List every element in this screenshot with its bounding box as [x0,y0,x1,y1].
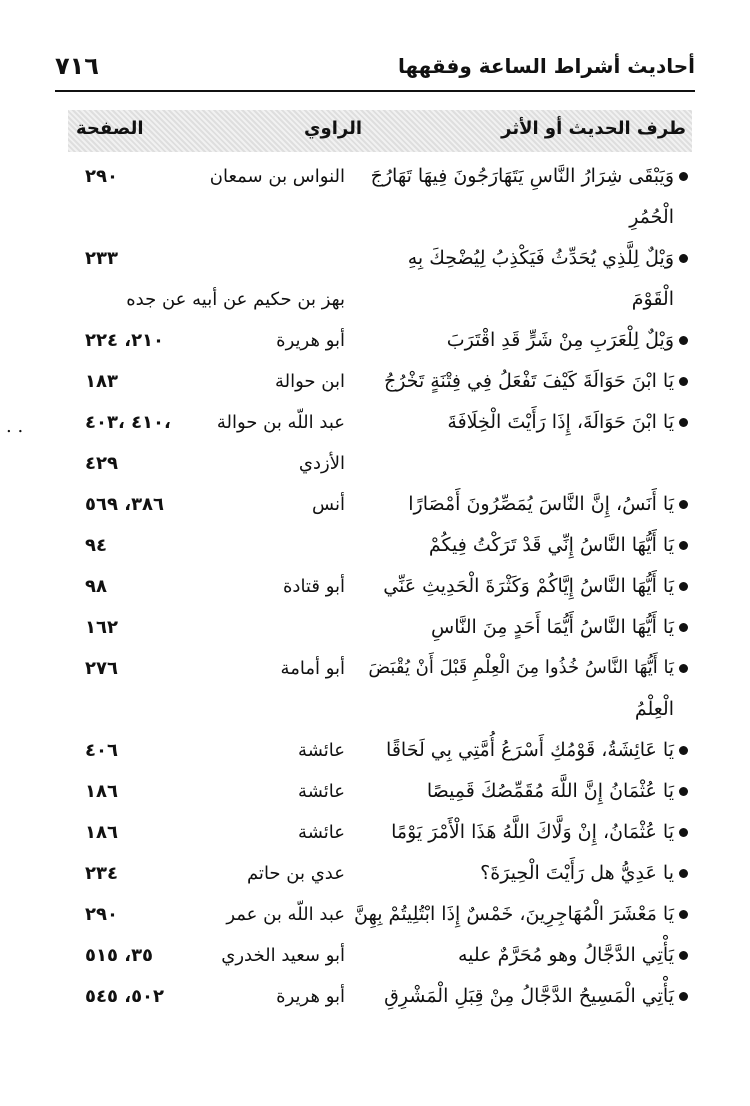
running-title: أحاديث أشراط الساعة وفقهها [397,54,695,78]
entry-line [0,693,750,734]
entry-line [0,529,750,570]
page-reference: ٢٩٠ [85,904,118,925]
narrator-name: الأزدي [298,453,345,474]
entry-line [0,570,750,611]
narrator-name: بهز بن حكيم عن أبيه عن جده [126,289,345,310]
narrator-name: عبد اللّه بن حوالة [216,412,345,433]
bullet-icon [679,951,688,960]
entry-line [0,365,750,406]
hadith-text: يَا أَيُّهَا النَّاسُ إِنِّي قَدْ تَرَكْتُ فِيكُمْ [428,534,674,556]
hadith-text: يَا أَيُّهَا النَّاسُ إِيَّاكُمْ وَكَثْرَةَ الْحَدِيثِ عَنِّي [383,575,674,597]
entry-line [0,324,750,365]
hadith-text: الْقَوْمَ [631,288,674,310]
entry-line [0,611,750,652]
entry-line [0,816,750,857]
bullet-icon [679,746,688,755]
entry-line [0,242,750,283]
index-entry [0,857,750,898]
page-reference: ٥٤٥ ،٥٠٢ [85,986,165,1007]
page-reference: ٢٧٦ [85,658,118,679]
hadith-text: يَا أَنَسُ، إِنَّ النَّاسَ يُمَصِّرُونَ أَمْصَارًا [408,493,674,515]
page-reference: ٤٢٩ [85,453,118,474]
index-entry [0,488,750,529]
page-reference: ١٨٦ [85,781,118,802]
hadith-text: يَا أَيُّهَا النَّاسُ خُذُوا مِنَ الْعِلْمِ قَبْلَ أَنْ يُقْبَضَ [368,657,674,678]
narrator-name: عائشة [298,740,345,761]
narrator-name: النواس بن سمعان [209,166,345,187]
bullet-icon [679,992,688,1001]
index-entry [0,775,750,816]
entry-line [0,775,750,816]
index-entry [0,980,750,1021]
narrator-name: عبد اللّه بن عمر [226,904,345,925]
page-reference: ٢٣٣ [85,248,118,269]
index-entry [0,939,750,980]
narrator-name: عائشة [298,781,345,802]
narrator-name: أبو هريرة [276,986,345,1007]
page-reference: ٤٠٦ [85,740,118,761]
entry-line [0,160,750,201]
hadith-text: يَا عَائِشَةُ، قَوْمُكِ أَسْرَعُ أُمَّتِي بِي لَحَاقًا [386,739,674,761]
hadith-text: يَا عُثْمَانُ، إِنْ وَلَّاكَ اللَّهُ هَذَا الْأَمْرَ يَوْمًا [391,821,674,843]
narrator-name: أبو هريرة [276,330,345,351]
hadith-text: يَا ابْنَ حَوَالَةَ، إِذَا رَأَيْتَ الْخِلَافَةَ [447,411,674,433]
bullet-icon [679,787,688,796]
page-reference: ٩٨ [85,576,107,597]
hadith-text: يَا أَيُّهَا النَّاسُ أَيُّمَا أَحَدٍ مِنَ النَّاسِ [431,616,674,638]
bullet-icon [679,541,688,550]
bullet-icon [679,377,688,386]
index-entry [0,652,750,734]
page-reference: ٤٠٣، ٤١٠، [85,412,171,433]
index-entry [0,529,750,570]
margin-mark: . . [6,416,24,437]
column-header-text: طرف الحديث أو الأثر [501,118,686,139]
bullet-icon [679,664,688,673]
hadith-text: وَيَبْقَى شِرَارُ النَّاسِ يَتَهَارَجُونَ فِيهَا تَهَارُجَ [370,165,674,187]
bullet-icon [679,418,688,427]
page-reference: ٥٦٩ ،٣٨٦ [85,494,165,515]
index-entry [0,324,750,365]
hadith-text: يا عَدِيُّ هل رَأَيْتَ الْحِيرَةَ؟ [480,862,674,884]
page-reference: ٢٩٠ [85,166,118,187]
header-rule [55,90,695,92]
index-entry [0,406,750,488]
entry-line [0,488,750,529]
hadith-text: الْعِلْمُ [634,698,674,720]
bullet-icon [679,910,688,919]
page-reference: ١٨٦ [85,822,118,843]
hadith-text: الْحُمُرِ [629,206,674,228]
entry-line [0,447,750,488]
narrator-name: أبو قتادة [283,576,345,597]
entry-line [0,652,750,693]
bullet-icon [679,254,688,263]
column-header-page: الصفحة [76,118,144,139]
hadith-text: يَأْتِي الْمَسِيحُ الدَّجَّالُ مِنْ قِبَلِ الْمَشْرِقِ [384,985,674,1007]
narrator-name: عائشة [298,822,345,843]
narrator-name: أبو سعيد الخدري [221,945,345,966]
bullet-icon [679,582,688,591]
bullet-icon [679,869,688,878]
entry-line [0,283,750,324]
index-entry [0,365,750,406]
hadith-text: يَا عُثْمَانُ إِنَّ اللَّهَ مُقَمِّصُكَ قَمِيصًا [426,780,674,802]
narrator-name: أبو أمامة [280,658,345,679]
entry-line [0,857,750,898]
entry-line [0,898,750,939]
page-reference: ٢٢٤ ،٢١٠ [85,330,165,351]
bullet-icon [679,623,688,632]
index-entry [0,734,750,775]
bullet-icon [679,500,688,509]
bullet-icon [679,336,688,345]
hadith-text: يَأْتِي الدَّجَّالُ وهو مُحَرَّمٌ عليه [458,944,674,966]
entry-line [0,939,750,980]
narrator-name: أنس [312,494,345,515]
hadith-text: يَا مَعْشَرَ الْمُهَاجِرِينَ، خَمْسٌ إِذَا ابْتُلِيتُمْ بِهِنَّ [354,903,674,925]
page-reference: ٩٤ [85,535,107,556]
column-header-bar [68,110,692,152]
index-entry [0,898,750,939]
bullet-icon [679,172,688,181]
index-entry [0,160,750,242]
index-entry [0,242,750,324]
hadith-text: يَا ابْنَ حَوَالَةَ كَيْفَ تَفْعَلُ فِي فِتْنَةٍ تَخْرُجُ [383,370,674,392]
page-number: ٧١٦ [55,52,99,80]
running-head [55,52,695,86]
narrator-name: ابن حوالة [275,371,345,392]
page-reference: ١٦٢ [85,617,118,638]
index-entry [0,611,750,652]
entry-line [0,980,750,1021]
index-entry [0,816,750,857]
index-entries [0,160,750,1021]
page-reference: ٥١٥ ،٣٥ [85,945,154,966]
page-reference: ٢٣٤ [85,863,118,884]
index-entry [0,570,750,611]
entry-line [0,406,750,447]
bullet-icon [679,828,688,837]
page-reference: ١٨٣ [85,371,118,392]
entry-line [0,201,750,242]
column-header-narrator: الراوي [304,118,362,139]
narrator-name: عدي بن حاتم [246,863,345,884]
entry-line [0,734,750,775]
hadith-text: وَيْلٌ لِلَّذِي يُحَدِّثُ فَيَكْذِبُ لِيُضْحِكَ بِهِ [407,247,674,269]
hadith-text: وَيْلٌ لِلْعَرَبِ مِنْ شَرٍّ قَدِ اقْتَرَبَ [446,329,674,351]
